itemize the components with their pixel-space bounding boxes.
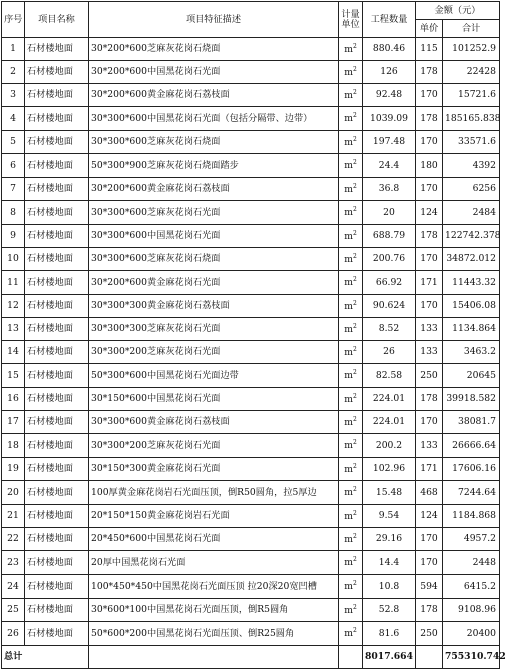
unit-superscript: 2 xyxy=(352,415,357,423)
row-desc: 30*300*200芝麻灰花岗石光面 xyxy=(89,434,339,458)
row-name: 石材楼地面 xyxy=(25,295,89,318)
row-name: 石材楼地面 xyxy=(25,388,89,411)
row-name: 石材楼地面 xyxy=(25,84,89,107)
row-unit: $m^2$ xyxy=(339,364,363,388)
row-total: 34872.012 xyxy=(443,248,500,271)
table-row xyxy=(2,528,500,551)
row-seq: 7 xyxy=(2,178,25,201)
row-name: 石材楼地面 xyxy=(25,551,89,575)
row-qty: 126 xyxy=(363,61,416,84)
row-price: 468 xyxy=(416,481,443,505)
row-seq: 23 xyxy=(2,551,25,575)
row-price: 170 xyxy=(416,131,443,154)
unit-superscript: 2 xyxy=(352,532,357,540)
unit-superscript: 2 xyxy=(352,112,357,120)
row-unit: $m^2$ xyxy=(339,411,363,434)
row-unit: $m^2$ xyxy=(339,505,363,528)
total-label: 总计 xyxy=(2,646,89,669)
row-seq: 26 xyxy=(2,622,25,646)
row-unit: $m^2$ xyxy=(339,248,363,271)
header-name: 项目名称 xyxy=(25,2,89,38)
row-desc: 50*300*600中国黑花岗石光面边带 xyxy=(89,364,339,388)
row-qty: 26 xyxy=(363,341,416,364)
row-total: 15406.08 xyxy=(443,295,500,318)
row-unit: $m^2$ xyxy=(339,84,363,107)
table-row xyxy=(2,364,500,388)
unit-superscript: 2 xyxy=(352,159,357,167)
row-seq: 14 xyxy=(2,341,25,364)
row-total: 22428 xyxy=(443,61,500,84)
row-price: 178 xyxy=(416,107,443,131)
row-price: 178 xyxy=(416,599,443,622)
row-price: 170 xyxy=(416,178,443,201)
row-unit: $m^2$ xyxy=(339,528,363,551)
row-unit: $m^2$ xyxy=(339,434,363,458)
table-row xyxy=(2,248,500,271)
row-unit: $m^2$ xyxy=(339,225,363,248)
table-row xyxy=(2,481,500,505)
unit-superscript: 2 xyxy=(352,392,357,400)
table-row xyxy=(2,341,500,364)
row-price: 170 xyxy=(416,528,443,551)
row-qty: 197.48 xyxy=(363,131,416,154)
row-qty: 880.46 xyxy=(363,38,416,61)
unit-superscript: 2 xyxy=(352,65,357,73)
row-price: 170 xyxy=(416,551,443,575)
row-desc: 50*600*200中国黑花岗石光面压顶、倒R25圆角 xyxy=(89,622,339,646)
row-price: 180 xyxy=(416,154,443,178)
row-total: 38081.7 xyxy=(443,411,500,434)
row-unit: $m^2$ xyxy=(339,38,363,61)
row-unit: $m^2$ xyxy=(339,201,363,225)
total-desc-empty xyxy=(89,646,339,669)
row-unit: $m^2$ xyxy=(339,295,363,318)
row-qty: 9.54 xyxy=(363,505,416,528)
total-unit-empty xyxy=(339,646,363,669)
row-desc: 30*200*600中国黑花岗石光面 xyxy=(89,61,339,84)
row-total: 185165.838 xyxy=(443,107,500,131)
row-price: 170 xyxy=(416,84,443,107)
row-seq: 13 xyxy=(2,318,25,341)
table-row xyxy=(2,575,500,599)
row-qty: 200.76 xyxy=(363,248,416,271)
table-row xyxy=(2,107,500,131)
unit-superscript: 2 xyxy=(352,299,357,307)
table-row xyxy=(2,271,500,295)
row-name: 石材楼地面 xyxy=(25,38,89,61)
row-seq: 3 xyxy=(2,84,25,107)
unit-superscript: 2 xyxy=(352,42,357,50)
row-total: 122742.378 xyxy=(443,225,500,248)
row-seq: 9 xyxy=(2,225,25,248)
row-total: 4957.2 xyxy=(443,528,500,551)
row-desc: 20厚中国黑花岗石光面 xyxy=(89,551,339,575)
row-price: 170 xyxy=(416,411,443,434)
row-price: 250 xyxy=(416,622,443,646)
row-name: 石材楼地面 xyxy=(25,248,89,271)
table-row xyxy=(2,38,500,61)
unit-superscript: 2 xyxy=(352,580,357,588)
row-price: 115 xyxy=(416,38,443,61)
row-desc: 30*300*600中国黑花岗石光面 xyxy=(89,225,339,248)
row-desc: 30*300*200芝麻灰花岗石光面 xyxy=(89,341,339,364)
header-price: 单价 xyxy=(416,20,443,38)
row-unit: $m^2$ xyxy=(339,131,363,154)
row-unit: $m^2$ xyxy=(339,318,363,341)
header-amount: 金额（元） xyxy=(416,2,500,20)
row-name: 石材楼地面 xyxy=(25,505,89,528)
unit-superscript: 2 xyxy=(352,603,357,611)
row-qty: 688.79 xyxy=(363,225,416,248)
row-price: 171 xyxy=(416,271,443,295)
table-row xyxy=(2,458,500,481)
row-seq: 2 xyxy=(2,61,25,84)
row-price: 124 xyxy=(416,505,443,528)
table-row xyxy=(2,434,500,458)
row-qty: 14.4 xyxy=(363,551,416,575)
table-row xyxy=(2,201,500,225)
unit-superscript: 2 xyxy=(352,462,357,470)
row-qty: 29.16 xyxy=(363,528,416,551)
row-qty: 82.58 xyxy=(363,364,416,388)
row-name: 石材楼地面 xyxy=(25,201,89,225)
row-qty: 90.624 xyxy=(363,295,416,318)
row-seq: 4 xyxy=(2,107,25,131)
header-qty: 工程数量 xyxy=(363,2,416,38)
unit-superscript: 2 xyxy=(352,509,357,517)
unit-superscript: 2 xyxy=(352,88,357,96)
row-desc: 30*150*300黄金麻花岗石光面 xyxy=(89,458,339,481)
row-desc: 30*200*600芝麻灰花岗石烧面 xyxy=(89,38,339,61)
table-row xyxy=(2,131,500,154)
row-total: 11443.32 xyxy=(443,271,500,295)
row-name: 石材楼地面 xyxy=(25,61,89,84)
row-unit: $m^2$ xyxy=(339,622,363,646)
row-total: 39918.582 xyxy=(443,388,500,411)
row-qty: 224.01 xyxy=(363,388,416,411)
row-total: 101252.9 xyxy=(443,38,500,61)
row-desc: 30*300*600黄金麻花岗石荔枝面 xyxy=(89,411,339,434)
row-price: 171 xyxy=(416,458,443,481)
row-price: 124 xyxy=(416,201,443,225)
row-seq: 16 xyxy=(2,388,25,411)
row-price: 133 xyxy=(416,434,443,458)
table-row xyxy=(2,599,500,622)
row-qty: 102.96 xyxy=(363,458,416,481)
unit-superscript: 2 xyxy=(352,345,357,353)
row-total: 15721.6 xyxy=(443,84,500,107)
row-name: 石材楼地面 xyxy=(25,599,89,622)
unit-superscript: 2 xyxy=(352,369,357,377)
bill-of-quantities-table xyxy=(1,1,506,669)
header-desc: 项目特征描述 xyxy=(89,2,339,38)
row-total: 4392 xyxy=(443,154,500,178)
row-seq: 18 xyxy=(2,434,25,458)
row-qty: 10.8 xyxy=(363,575,416,599)
row-total: 33571.6 xyxy=(443,131,500,154)
row-qty: 81.6 xyxy=(363,622,416,646)
row-qty: 1039.09 xyxy=(363,107,416,131)
table-row xyxy=(2,388,500,411)
row-name: 石材楼地面 xyxy=(25,575,89,599)
table-row xyxy=(2,622,500,646)
table-row xyxy=(2,154,500,178)
row-seq: 19 xyxy=(2,458,25,481)
row-total: 20400 xyxy=(443,622,500,646)
row-unit: $m^2$ xyxy=(339,178,363,201)
row-desc: 30*300*600芝麻灰花岗石烧面 xyxy=(89,248,339,271)
row-qty: 24.4 xyxy=(363,154,416,178)
row-desc: 100厚黄金麻花岗岩石光面压顶，倒R50圆角，拉5厚边 xyxy=(89,481,339,505)
row-seq: 10 xyxy=(2,248,25,271)
row-name: 石材楼地面 xyxy=(25,225,89,248)
unit-superscript: 2 xyxy=(352,182,357,190)
unit-superscript: 2 xyxy=(352,486,357,494)
row-desc: 30*300*600中国黑花岗石光面（包括分隔带、边带） xyxy=(89,107,339,131)
unit-superscript: 2 xyxy=(352,135,357,143)
row-unit: $m^2$ xyxy=(339,61,363,84)
row-name: 石材楼地面 xyxy=(25,528,89,551)
row-name: 石材楼地面 xyxy=(25,131,89,154)
row-qty: 200.2 xyxy=(363,434,416,458)
row-unit: $m^2$ xyxy=(339,154,363,178)
header-seq: 序号 xyxy=(2,2,25,38)
row-name: 石材楼地面 xyxy=(25,434,89,458)
row-seq: 11 xyxy=(2,271,25,295)
row-desc: 20*450*600中国黑花岗石光面 xyxy=(89,528,339,551)
row-desc: 50*300*900芝麻灰花岗石烧面踏步 xyxy=(89,154,339,178)
row-name: 石材楼地面 xyxy=(25,622,89,646)
row-qty: 224.01 xyxy=(363,411,416,434)
table-row xyxy=(2,225,500,248)
row-desc: 30*150*600中国黑花岗石光面 xyxy=(89,388,339,411)
row-name: 石材楼地面 xyxy=(25,271,89,295)
row-desc: 30*300*300黄金麻花岗石荔枝面 xyxy=(89,295,339,318)
row-name: 石材楼地面 xyxy=(25,178,89,201)
total-price-empty xyxy=(416,646,443,669)
row-total: 9108.96 xyxy=(443,599,500,622)
row-desc: 30*200*600黄金麻花岗石荔枝面 xyxy=(89,84,339,107)
table-row xyxy=(2,178,500,201)
row-seq: 15 xyxy=(2,364,25,388)
table-row xyxy=(2,84,500,107)
row-unit: $m^2$ xyxy=(339,599,363,622)
row-total: 6415.2 xyxy=(443,575,500,599)
row-qty: 52.8 xyxy=(363,599,416,622)
total-qty: 8017.664 xyxy=(363,646,416,669)
row-seq: 21 xyxy=(2,505,25,528)
row-seq: 22 xyxy=(2,528,25,551)
row-seq: 6 xyxy=(2,154,25,178)
row-name: 石材楼地面 xyxy=(25,318,89,341)
row-desc: 100*450*450中国黑花岗石光面压顶 拉20深20宽凹槽 xyxy=(89,575,339,599)
row-desc: 30*300*300芝麻灰花岗石光面 xyxy=(89,318,339,341)
row-qty: 92.48 xyxy=(363,84,416,107)
row-price: 133 xyxy=(416,318,443,341)
row-desc: 30*200*600黄金麻花岗石荔枝面 xyxy=(89,178,339,201)
row-qty: 8.52 xyxy=(363,318,416,341)
row-unit: $m^2$ xyxy=(339,575,363,599)
row-total: 1184.868 xyxy=(443,505,500,528)
row-seq: 5 xyxy=(2,131,25,154)
row-seq: 12 xyxy=(2,295,25,318)
row-price: 170 xyxy=(416,248,443,271)
row-desc: 30*200*600黄金麻花岗石光面 xyxy=(89,271,339,295)
unit-superscript: 2 xyxy=(352,252,357,260)
row-unit: $m^2$ xyxy=(339,551,363,575)
row-desc: 30*300*600芝麻灰花岗石光面 xyxy=(89,201,339,225)
row-seq: 25 xyxy=(2,599,25,622)
row-name: 石材楼地面 xyxy=(25,341,89,364)
unit-superscript: 2 xyxy=(352,276,357,284)
table-row xyxy=(2,411,500,434)
row-unit: $m^2$ xyxy=(339,271,363,295)
row-qty: 15.48 xyxy=(363,481,416,505)
table-row xyxy=(2,318,500,341)
row-qty: 36.8 xyxy=(363,178,416,201)
row-desc: 20*150*150黄金麻花岗岩石光面 xyxy=(89,505,339,528)
row-name: 石材楼地面 xyxy=(25,364,89,388)
row-price: 133 xyxy=(416,341,443,364)
row-total: 26666.64 xyxy=(443,434,500,458)
row-name: 石材楼地面 xyxy=(25,154,89,178)
row-total: 17606.16 xyxy=(443,458,500,481)
row-price: 178 xyxy=(416,61,443,84)
row-total: 3463.2 xyxy=(443,341,500,364)
row-total: 7244.64 xyxy=(443,481,500,505)
row-total: 2448 xyxy=(443,551,500,575)
row-name: 石材楼地面 xyxy=(25,107,89,131)
unit-superscript: 2 xyxy=(352,229,357,237)
row-price: 178 xyxy=(416,388,443,411)
row-seq: 8 xyxy=(2,201,25,225)
row-unit: $m^2$ xyxy=(339,107,363,131)
row-qty: 20 xyxy=(363,201,416,225)
unit-superscript: 2 xyxy=(352,322,357,330)
unit-superscript: 2 xyxy=(352,439,357,447)
header-total: 合计 xyxy=(443,20,500,38)
table-row xyxy=(2,551,500,575)
row-total: 6256 xyxy=(443,178,500,201)
row-seq: 20 xyxy=(2,481,25,505)
total-row xyxy=(2,646,500,669)
row-name: 石材楼地面 xyxy=(25,458,89,481)
row-price: 170 xyxy=(416,295,443,318)
row-unit: $m^2$ xyxy=(339,388,363,411)
row-desc: 30*600*100中国黑花岗石光面压顶，倒R5圆角 xyxy=(89,599,339,622)
header-row xyxy=(2,2,500,20)
row-total: 1134.864 xyxy=(443,318,500,341)
row-seq: 1 xyxy=(2,38,25,61)
row-seq: 24 xyxy=(2,575,25,599)
row-qty: 66.92 xyxy=(363,271,416,295)
row-seq: 17 xyxy=(2,411,25,434)
table-row xyxy=(2,505,500,528)
row-price: 594 xyxy=(416,575,443,599)
row-desc: 30*300*600芝麻灰花岗石烧面 xyxy=(89,131,339,154)
row-unit: $m^2$ xyxy=(339,458,363,481)
grand-total: 755310.742 xyxy=(443,646,500,669)
row-price: 250 xyxy=(416,364,443,388)
row-name: 石材楼地面 xyxy=(25,481,89,505)
table-row xyxy=(2,61,500,84)
row-name: 石材楼地面 xyxy=(25,411,89,434)
row-total: 20645 xyxy=(443,364,500,388)
row-unit: $m^2$ xyxy=(339,341,363,364)
row-unit: $m^2$ xyxy=(339,481,363,505)
header-unit: 计量单位 xyxy=(339,2,363,38)
row-price: 178 xyxy=(416,225,443,248)
row-total: 2484 xyxy=(443,201,500,225)
table-row xyxy=(2,295,500,318)
unit-superscript: 2 xyxy=(352,627,357,635)
unit-superscript: 2 xyxy=(352,206,357,214)
unit-superscript: 2 xyxy=(352,556,357,564)
